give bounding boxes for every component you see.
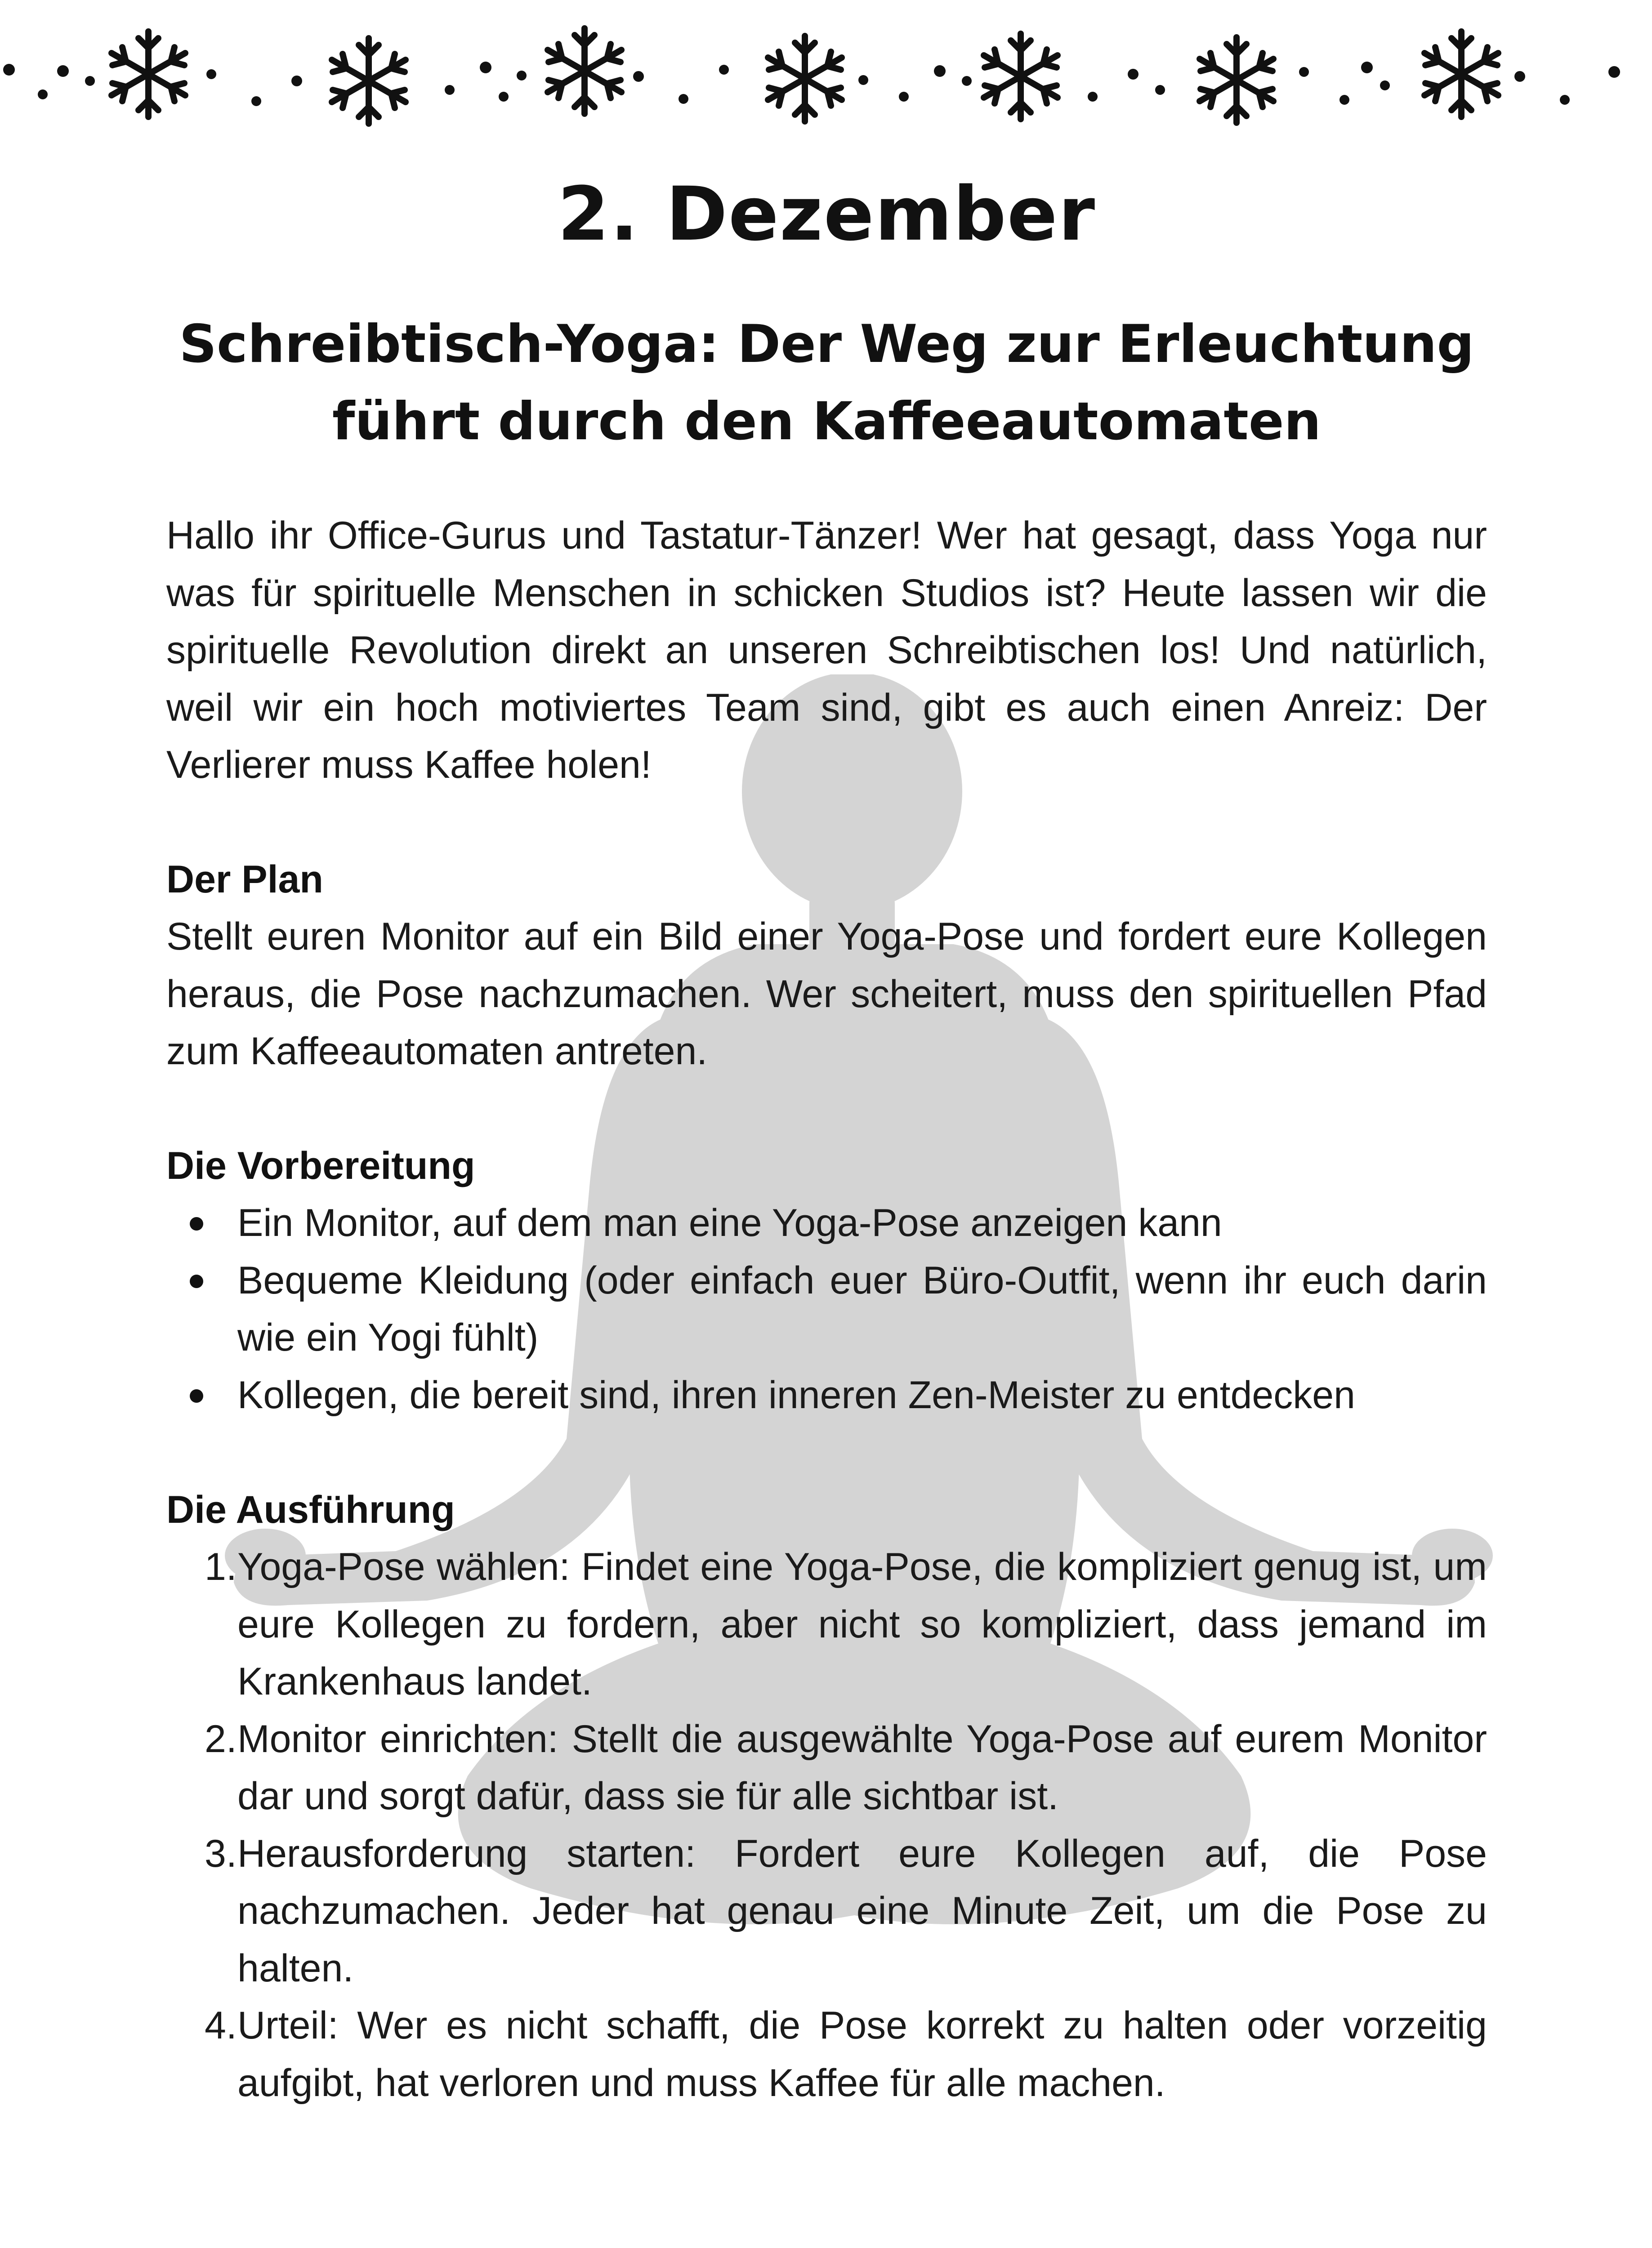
snowflake-border xyxy=(0,18,1652,135)
list-number: 2. xyxy=(205,1717,237,1761)
bullet-icon xyxy=(190,1389,203,1403)
list-number: 4. xyxy=(205,2004,237,2047)
page-title: 2. Dezember xyxy=(557,171,1096,257)
snowflake-icon xyxy=(984,34,1058,119)
list-item-text: Ein Monitor, auf dem man eine Yoga-Pose anzeigen kann xyxy=(237,1201,1222,1244)
section-heading-execution: Die Ausführung xyxy=(166,1488,455,1531)
snowflake-icon xyxy=(1200,37,1273,123)
snowflake-icon xyxy=(332,38,406,124)
list-item xyxy=(166,1711,1487,1825)
list-item-text: Kollegen, die bereit sind, ihren inneren Zen-Meister zu entdecken xyxy=(237,1373,1355,1417)
list-number: 3. xyxy=(205,1832,237,1875)
page-subtitle xyxy=(166,306,1487,460)
preparation-list xyxy=(166,1195,1487,1424)
list-item xyxy=(166,1367,1487,1424)
subtitle-line-2: führt durch den Kaffeeautomaten xyxy=(332,391,1322,452)
bullet-icon xyxy=(190,1275,203,1288)
snowflake-icon xyxy=(768,36,842,121)
list-item-text: Monitor einrichten: Stellt die ausgewählte Yoga-Pose auf eurem Monitor dar und sorgt dafür, dass sie für alle sichtbar ist. xyxy=(237,1717,1487,1818)
snowflake-icon xyxy=(112,31,185,117)
bullet-icon xyxy=(190,1217,203,1231)
plan-paragraph: Stellt euren Monitor auf ein Bild einer Yoga-Pose und fordert eure Kollegen heraus, die Pose nachzumachen. Wer scheitert, muss den spirituellen Pfad zum Kaffeeautomaten antreten. xyxy=(166,915,1487,1073)
list-item-text: Urteil: Wer es nicht schafft, die Pose korrekt zu halten oder vorzeitig aufgibt, hat verloren und muss Kaffee für alle machen. xyxy=(237,2004,1487,2105)
snowflake-icon xyxy=(548,28,621,114)
snowflake-icon xyxy=(1424,31,1498,117)
subtitle-line-1: Schreibtisch-Yoga: Der Weg zur Erleuchtung xyxy=(179,314,1474,375)
section-heading-preparation: Die Vorbereitung xyxy=(166,1144,475,1187)
intro-paragraph: Hallo ihr Office-Gurus und Tastatur-Tänzer! Wer hat gesagt, dass Yoga nur was für spirituelle Menschen in schicken Studios ist? Heute lassen wir die spirituelle Revolution direkt an unseren Schreibtischen los! Und natürlich, weil wir ein hoch motiviertes Team sind, gibt es auch einen Anreiz: Der Verlierer muss Kaffee holen! xyxy=(166,514,1487,786)
list-item xyxy=(166,1252,1487,1367)
execution-list xyxy=(166,1539,1487,2112)
list-item-text: Yoga-Pose wählen: Findet eine Yoga-Pose, die kompliziert genug ist, um eure Kollegen zu fordern, aber nicht so kompliziert, dass jemand im Krankenhaus landet. xyxy=(237,1545,1487,1703)
list-number: 1. xyxy=(205,1545,237,1588)
list-item xyxy=(166,1195,1487,1252)
list-item xyxy=(166,1539,1487,1711)
list-item xyxy=(166,1997,1487,2112)
list-item-text: Bequeme Kleidung (oder einfach euer Büro-Outfit, wenn ihr euch darin wie ein Yogi fühlt) xyxy=(237,1258,1487,1359)
list-item xyxy=(166,1825,1487,1998)
section-heading-plan: Der Plan xyxy=(166,858,323,901)
list-item-text: Herausforderung starten: Fordert eure Kollegen auf, die Pose nachzumachen. Jeder hat genau eine Minute Zeit, um die Pose zu halten. xyxy=(237,1832,1487,1990)
